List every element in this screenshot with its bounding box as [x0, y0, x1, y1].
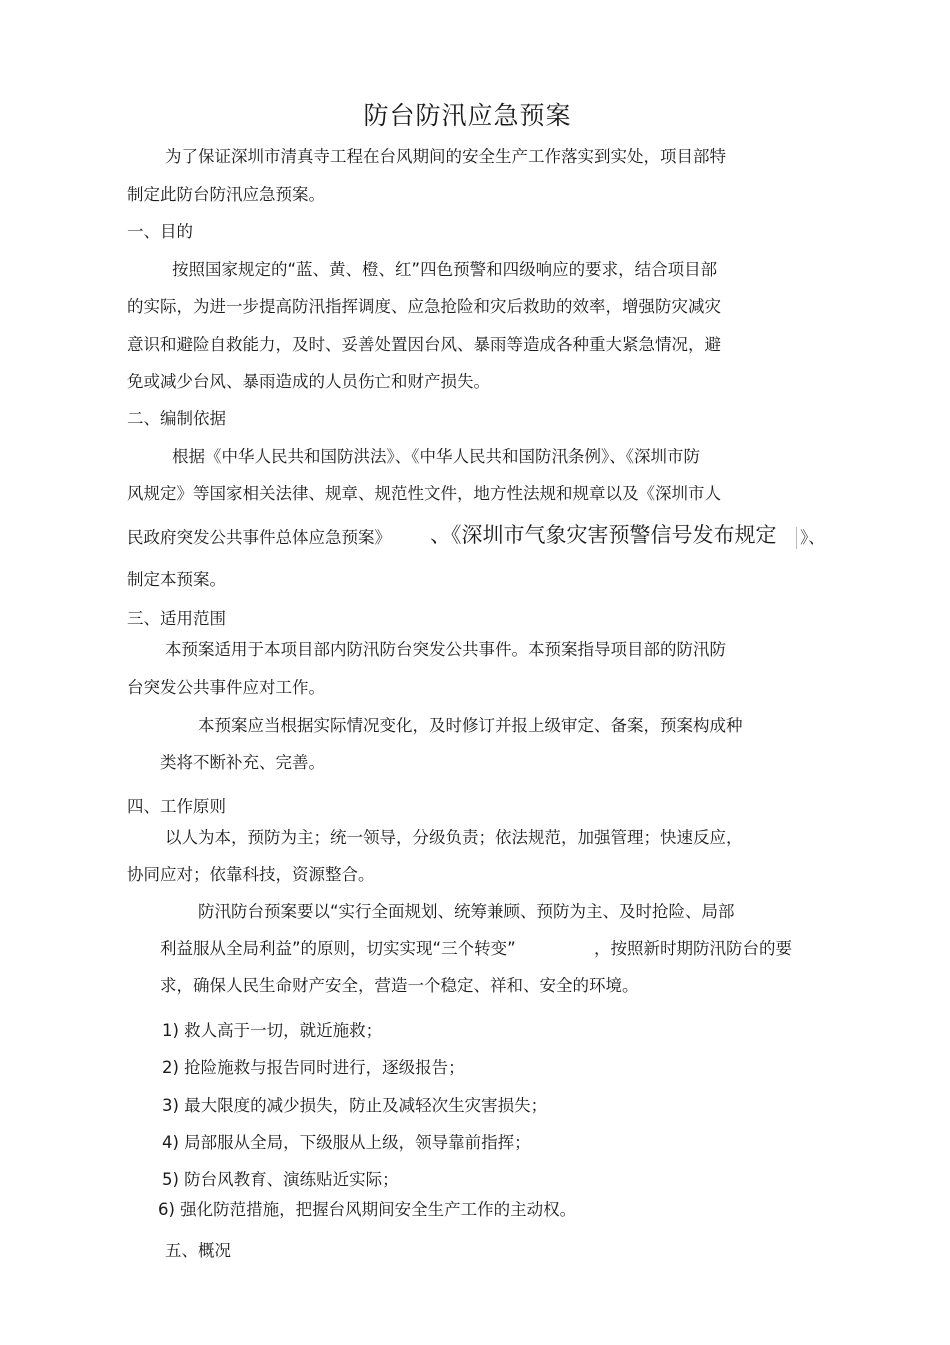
- purpose-line-4: 免或减少台风、暴雨造成的人员伤亡和财产损失。: [127, 372, 490, 391]
- purpose-line-3: 意识和避险自救能力，及时、妥善处置因台风、暴雨等造成各种重大紧急情况，避: [127, 335, 721, 354]
- purpose-line-2: 的实际，为进一步提高防汛指挥调度、应急抢险和灾后救助的效率，增强防灾减灾: [127, 297, 721, 316]
- purpose-line-1: 按照国家规定的“蓝、黄、橙、红”四色预警和四级响应的要求，结合项目部: [172, 260, 718, 279]
- scope-line-3: 本预案应当根据实际情况变化，及时修订并报上级审定、备案，预案构成种: [198, 716, 743, 735]
- principles-line-1: 以人为本，预防为主；统一领导，分级负责；依法规范，加强管理；快速反应，: [165, 828, 743, 847]
- principle-item-3: 3) 最大限度的减少损失，防止及减轻次生灾害损失；: [162, 1096, 548, 1115]
- principles-line-2: 协同应对；依靠科技，资源整合。: [127, 865, 375, 884]
- section-heading-scope: 三、适用范围: [127, 609, 226, 628]
- principle-item-4: 4) 局部服从全局，下级服从上级，领导靠前指挥；: [162, 1133, 531, 1152]
- section-heading-purpose: 一、目的: [127, 222, 193, 241]
- basis-line-3-end: 》、: [800, 528, 825, 547]
- principle-item-6: 6) 强化防范措施，把握台风期间安全生产工作的主动权。: [158, 1200, 577, 1219]
- principle-item-5: 5) 防台风教育、演练贴近实际；: [162, 1170, 399, 1189]
- principles-line-5: 求，确保人民生命财产安全，营造一个稳定、祥和、安全的环境。: [160, 976, 639, 995]
- principle-item-2: 2) 抢险施救与报告同时进行，逐级报告；: [162, 1058, 465, 1077]
- basis-line-3-cont: 、《深圳市气象灾害预警信号发布规定: [430, 523, 777, 547]
- scope-line-4: 类将不断补充、完善。: [160, 753, 325, 772]
- principles-line-4: 利益服从全局利益”的原则，切实实现“三个转变”: [160, 939, 516, 958]
- scope-line-1: 本预案适用于本项目部内防汛防台突发公共事件。本预案指导项目部的防汛防: [165, 640, 726, 659]
- document-title: 防台防汛应急预案: [363, 101, 572, 130]
- intro-line-1: 为了保证深圳市清真寺工程在台风期间的安全生产工作落实到实处，项目部特: [165, 147, 726, 166]
- text-separator: [796, 527, 797, 549]
- principle-item-1: 1) 救人高于一切，就近施救；: [162, 1021, 383, 1040]
- section-heading-overview: 五、概况: [165, 1241, 231, 1260]
- intro-line-2: 制定此防台防汛应急预案。: [127, 185, 325, 204]
- principles-line-3: 防汛防台预案要以“实行全面规划、统筹兼顾、预防为主、及时抢险、局部: [198, 902, 735, 921]
- principles-line-4-cont: ，按照新时期防汛防台的要: [594, 939, 792, 958]
- scope-line-2: 台突发公共事件应对工作。: [127, 678, 325, 697]
- section-heading-basis: 二、编制依据: [127, 409, 226, 428]
- basis-line-3: 民政府突发公共事件总体应急预案》: [127, 528, 391, 547]
- section-heading-principles: 四、工作原则: [127, 797, 226, 816]
- basis-line-2: 风规定》等国家相关法律、规章、规范性文件，地方性法规和规章以及《深圳市人: [127, 484, 721, 503]
- basis-line-4: 制定本预案。: [127, 570, 226, 589]
- basis-line-1: 根据《中华人民共和国防洪法》、《中华人民共和国防汛条例》、《深圳市防: [172, 447, 700, 466]
